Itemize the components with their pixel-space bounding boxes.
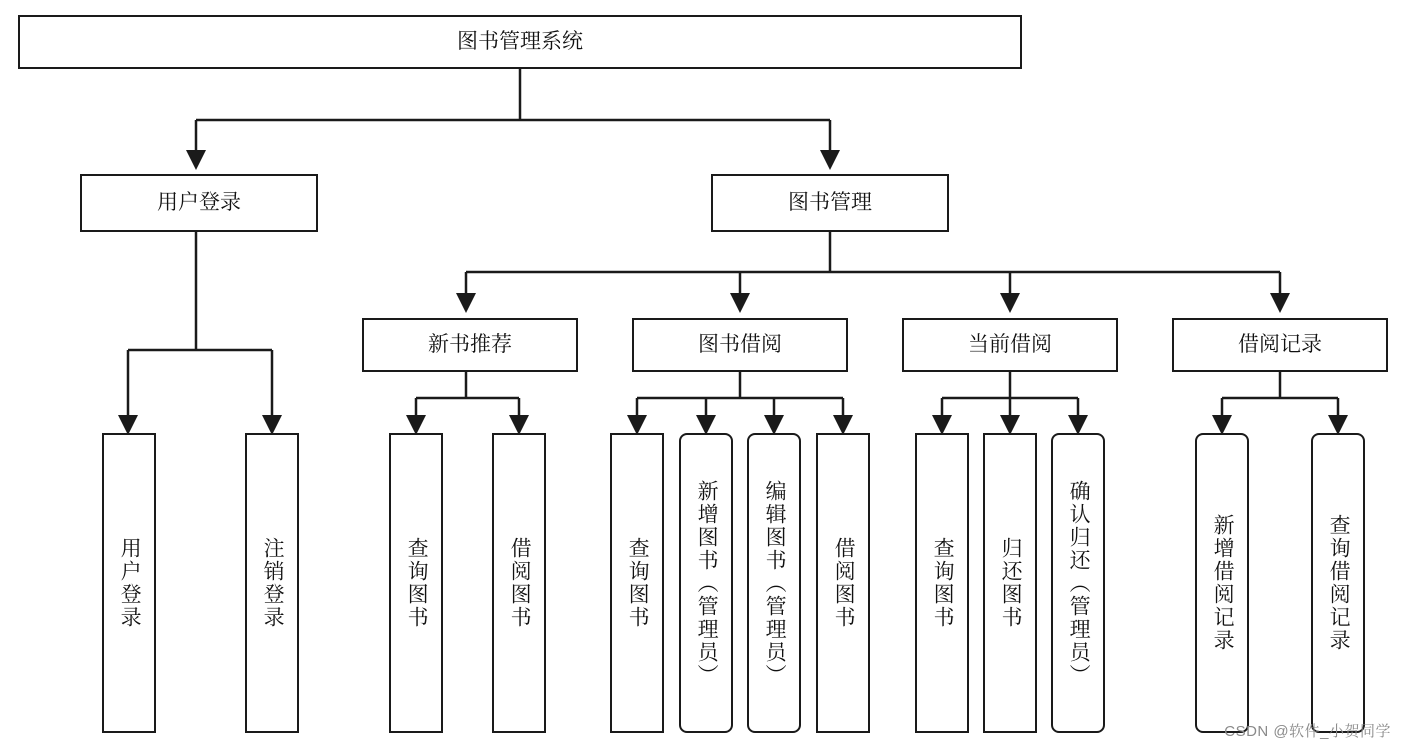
node-leaf-user-logout-label: 注销登录	[261, 537, 285, 629]
node-leaf-borrow-book-1[interactable]	[492, 433, 546, 733]
node-leaf-add-book-label: 新增图书（管理员）	[695, 479, 719, 687]
node-leaf-confirm-return[interactable]	[1051, 433, 1105, 733]
node-leaf-user-login[interactable]	[102, 433, 156, 733]
node-leaf-query-record[interactable]	[1311, 433, 1365, 733]
node-book-borrow[interactable]	[632, 318, 848, 372]
node-leaf-add-book[interactable]	[679, 433, 733, 733]
watermark-text: CSDN @软件_小贺同学	[1224, 723, 1391, 740]
node-user-login[interactable]	[80, 174, 318, 232]
node-book-borrow-label: 图书借阅	[698, 332, 782, 356]
node-leaf-edit-book-label: 编辑图书（管理员）	[763, 479, 787, 687]
node-leaf-query-book-3[interactable]	[915, 433, 969, 733]
node-leaf-edit-book[interactable]	[747, 433, 801, 733]
node-borrow-record-label: 借阅记录	[1238, 332, 1322, 356]
node-book-management-label: 图书管理	[788, 190, 872, 214]
node-current-borrow[interactable]	[902, 318, 1118, 372]
node-book-management[interactable]	[711, 174, 949, 232]
node-user-login-label: 用户登录	[157, 190, 241, 214]
node-current-borrow-label: 当前借阅	[968, 332, 1052, 356]
node-root[interactable]	[18, 15, 1022, 69]
node-leaf-query-book-3-label: 查询图书	[931, 537, 955, 629]
node-new-book-recommend-label: 新书推荐	[428, 332, 512, 356]
node-leaf-query-book-2-label: 查询图书	[626, 537, 650, 629]
node-leaf-return-book[interactable]	[983, 433, 1037, 733]
node-leaf-borrow-book-2[interactable]	[816, 433, 870, 733]
node-leaf-user-login-label: 用户登录	[118, 537, 142, 629]
node-leaf-query-book-1[interactable]	[389, 433, 443, 733]
node-leaf-return-book-label: 归还图书	[999, 537, 1023, 629]
node-borrow-record[interactable]	[1172, 318, 1388, 372]
node-leaf-confirm-return-label: 确认归还（管理员）	[1067, 479, 1091, 687]
node-leaf-query-book-1-label: 查询图书	[405, 537, 429, 629]
node-leaf-borrow-book-2-label: 借阅图书	[832, 537, 856, 629]
node-new-book-recommend[interactable]	[362, 318, 578, 372]
node-root-label: 图书管理系统	[457, 29, 583, 53]
node-leaf-add-record-label: 新增借阅记录	[1211, 514, 1235, 652]
node-leaf-borrow-book-1-label: 借阅图书	[508, 537, 532, 629]
node-leaf-user-logout[interactable]	[245, 433, 299, 733]
node-leaf-query-book-2[interactable]	[610, 433, 664, 733]
node-leaf-query-record-label: 查询借阅记录	[1327, 514, 1351, 652]
node-leaf-add-record[interactable]	[1195, 433, 1249, 733]
